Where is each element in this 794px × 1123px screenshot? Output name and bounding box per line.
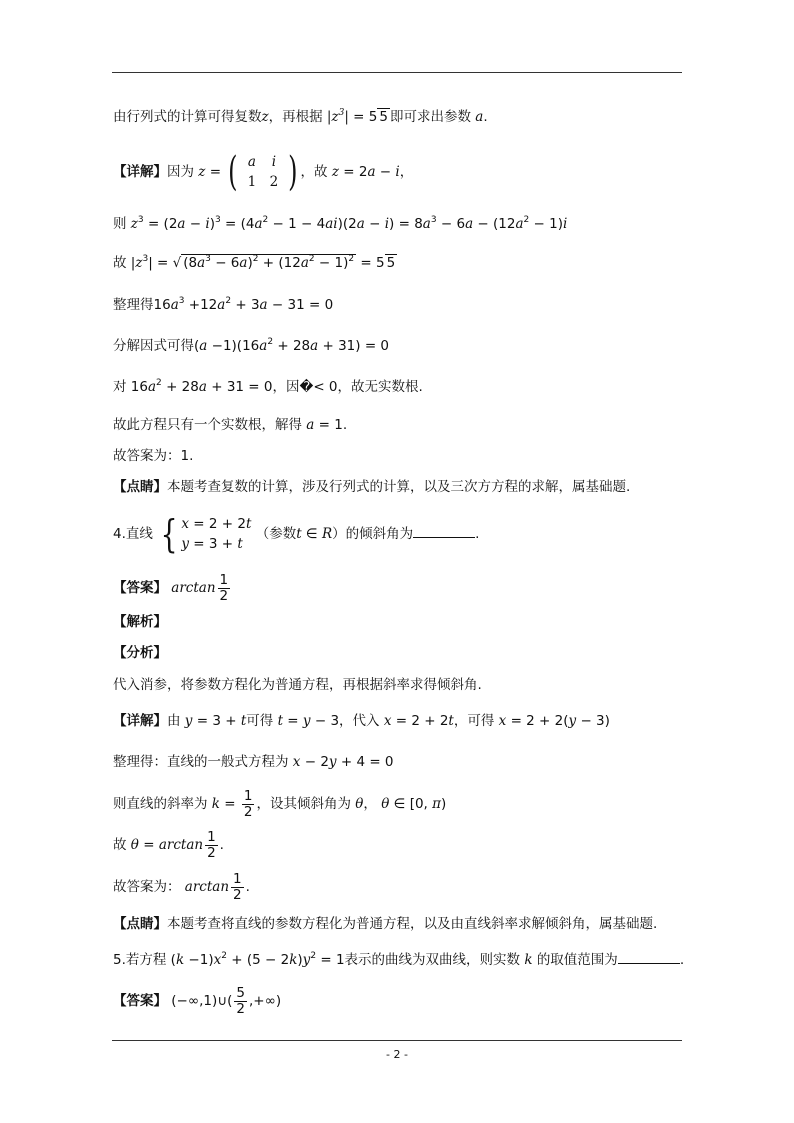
text-line: 代入消参，将参数方程化为普通方程，再根据斜率求得倾斜角.	[113, 677, 482, 693]
text-line: 由行列式的计算可得复数z，再根据 $|z^3| = 5$ 5 即可求出参数 a.	[113, 108, 488, 125]
question-5: 5.若方程 $(k -1)x^2 + (5 - 2k)y^2 = 1$表示的曲线为双曲线，则实数 k 的取值范围为 .	[113, 951, 685, 968]
answer-line: 【答案】 arctan $\frac{1}{2}$	[113, 571, 229, 604]
answer-blank	[618, 949, 680, 964]
text-line: 故此方程只有一个实数根，解得 a = 1.	[113, 417, 348, 433]
question-4: 4.直线 { x = 2 + 2t y = 3 + t （参数t ∈ R）的倾斜角为 .	[113, 512, 480, 556]
text-line: 【点睛】本题考查将直线的参数方程化为普通方程，以及由直线斜率求解倾斜角，属基础题.	[113, 916, 658, 932]
answer-blank	[413, 523, 475, 538]
text-line: 【分析】	[113, 645, 167, 661]
text-line: 【详解】由 y = 3 + t可得 t = y − 3，代入 x = 2 + 2t，可得 x = 2 + 2(y − 3)	[113, 713, 610, 729]
page-number: - 2 -	[386, 1048, 408, 1061]
text-line: 【点睛】本题考查复数的计算，涉及行列式的计算，以及三次方方程的求解，属基础题.	[113, 479, 631, 495]
text-line: 则直线的斜率为 k = $\frac{1}{2}$ ，设其倾斜角为 θ， θ ∈ [0, π)	[113, 787, 447, 820]
text-line: 整理得：直线的一般式方程为 x − 2y + 4 = 0	[113, 754, 394, 770]
equation-system: { x = 2 + 2t y = 3 + t	[160, 512, 252, 556]
text-line: 【详解】因为 z = ( a i 1 2 ) ，故 z = 2a − i，	[113, 149, 414, 195]
text-line: 对 $16a^2 + 28a + 31 = 0$，因�< 0，故无实数根.	[113, 378, 423, 395]
text-line: 故答案为：1.	[113, 448, 194, 464]
text-line: 故答案为： arctan $\frac{1}{2}$ .	[113, 870, 250, 903]
answer-line: 【答案】 (−∞,1)∪( $\frac{5}{2}$ ,+∞)	[113, 984, 282, 1017]
text-line: 则 $z^3 = (2a - i)^3 = (4a^2 - 1 - 4ai)(2a - i) = 8a^3 - 6a - (12a^2 - 1)i$	[113, 215, 568, 232]
text-line: 故 θ = arctan $\frac{1}{2}$ .	[113, 828, 224, 861]
text-line: 【解析】	[113, 614, 167, 630]
matrix: ( a i 1 2 )	[228, 149, 298, 195]
footer-rule	[112, 1040, 682, 1041]
text-line: 分解因式可得$(a -1)(16a^2 + 28a + 31) = 0$	[113, 337, 390, 354]
text-line: 故 $|z^3|$ = √ $(8a^3 - 6a)^2 + (12a^2 - 1)^2 = 5$ 5	[113, 254, 396, 271]
text-line: 整理得$16a^3 +12a^2 + 3a - 31 = 0$	[113, 296, 334, 313]
header-rule	[112, 72, 682, 73]
